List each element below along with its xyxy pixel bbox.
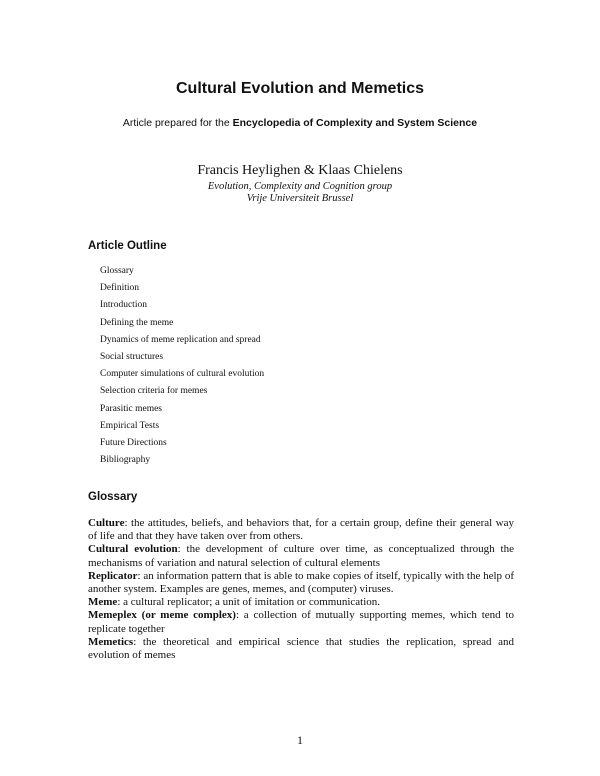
encyclopedia-name: Encyclopedia of Complexity and System Science	[232, 117, 478, 129]
outline-item: Computer simulations of cultural evolution	[100, 369, 265, 380]
glossary-term: Memetics	[88, 635, 134, 648]
affiliation-university: Vrije Universiteit Brussel	[246, 193, 354, 204]
prepared-prefix: Article prepared for the	[122, 117, 233, 129]
outline-item: Defining the meme	[100, 317, 174, 328]
glossary-term: Replicator	[88, 569, 138, 582]
outline-item: Future Directions	[100, 437, 167, 448]
glossary-entry	[88, 596, 514, 609]
glossary-entry	[88, 636, 514, 662]
article-title: Cultural Evolution and Memetics	[175, 80, 425, 97]
outline-item: Glossary	[100, 266, 134, 276]
glossary-definition: : the development of culture over time, as conceptualized through the mechanisms of variation and natural selection of cultural elements	[88, 543, 514, 569]
glossary-entry	[88, 570, 514, 596]
affiliation-group: Evolution, Complexity and Cognition group	[207, 181, 393, 192]
page-number: 1	[297, 733, 303, 747]
glossary-term: Memeplex (or meme complex)	[88, 609, 236, 622]
glossary-definition: : a collection of mutually supporting memes, which tend to replicate together	[88, 609, 514, 635]
glossary-definition: : an information pattern that is able to make copies of itself, typically with the help of another system. Examples are genes, memes, and (computer) viruses.	[88, 569, 514, 596]
outline-item: Social structures	[100, 351, 164, 362]
outline-item: Selection criteria for memes	[100, 386, 208, 397]
outline-list	[100, 264, 264, 470]
outline-item: Bibliography	[100, 455, 151, 466]
authors: Francis Heylighen & Klaas Chielens	[197, 163, 403, 178]
outline-item: Introduction	[100, 300, 147, 311]
outline-item: Definition	[100, 283, 140, 294]
glossary-entry	[88, 609, 514, 635]
glossary-entry	[88, 517, 514, 543]
outline-item: Dynamics of meme replication and spread	[100, 334, 261, 345]
glossary-entry	[88, 543, 514, 569]
outline-item: Empirical Tests	[100, 420, 160, 431]
outline-heading: Article Outline	[88, 240, 167, 252]
glossary-list	[88, 517, 514, 662]
glossary-definition: : a cultural replicator; a unit of imitation or communication.	[117, 596, 381, 609]
outline-item: Parasitic memes	[100, 403, 162, 414]
glossary-term: Meme	[88, 596, 118, 609]
prepared-for-line	[0, 117, 600, 129]
glossary-term: Culture	[88, 517, 125, 529]
glossary-definition: : the attitudes, beliefs, and behaviors that, for a certain group, define their general way of life and that they have taken over from others.	[88, 517, 514, 543]
glossary-heading: Glossary	[88, 491, 138, 503]
glossary-term: Cultural evolution	[88, 543, 178, 556]
glossary-definition: : the theoretical and empirical science that studies the replication, spread and evolution of memes	[88, 635, 514, 662]
